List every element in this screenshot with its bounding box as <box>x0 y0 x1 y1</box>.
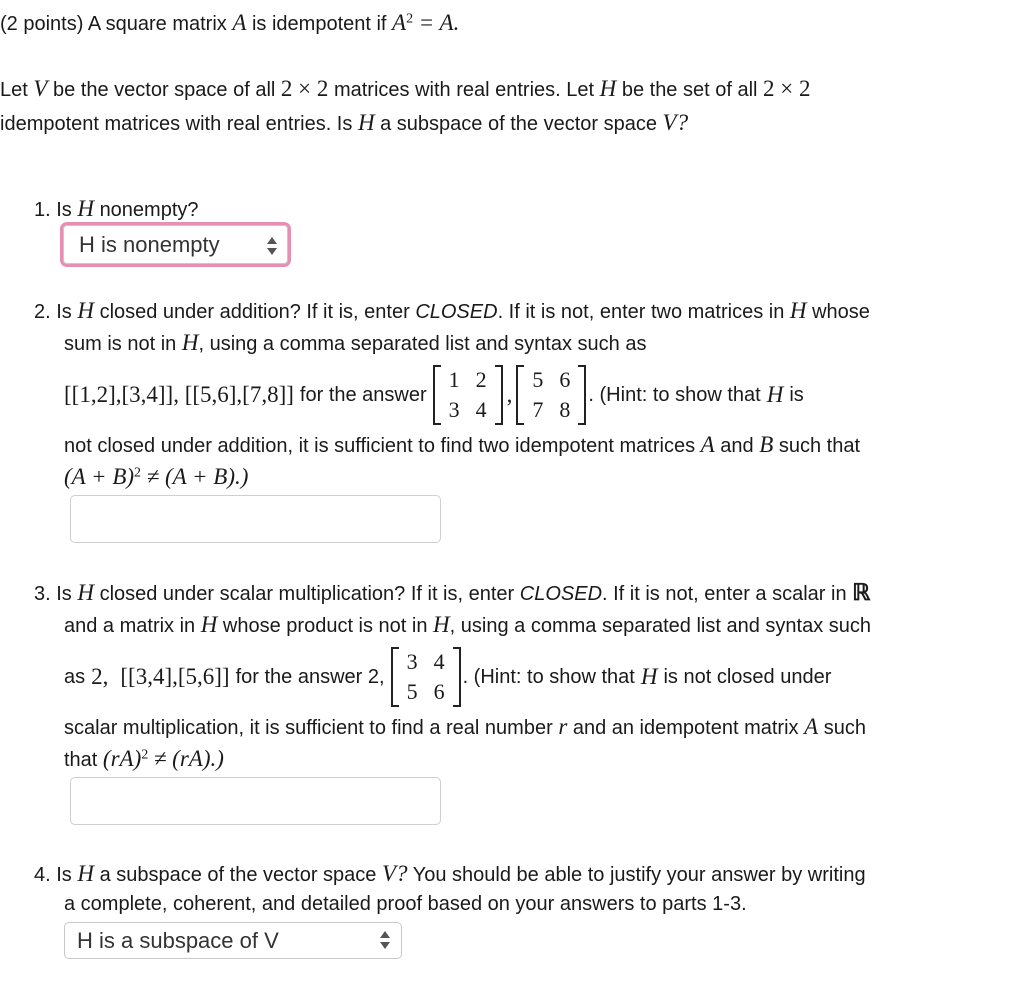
q2-line-5: $(A + B)^2 \ne (A + B)$.) <box>64 464 249 489</box>
intro-line-1: Let V be the vector space of all 2 × 2 matrices with real entries. Let H be the set of all 2 × 2 <box>0 76 811 101</box>
q4-select-value: H is a subspace of V <box>77 928 279 953</box>
q2-line-2: sum is not in H, using a comma separated list and syntax such as <box>64 330 647 355</box>
q1-text: 1. Is H nonempty? <box>34 196 199 221</box>
q3-line-5: that (rA)$^2$ ≠ (rA).) <box>64 746 224 771</box>
q3-line-3: as 2, [[3,4],[5,6]] for the answer 2, 3 4 5 6 . (Hint: to show that H is not closed under <box>64 642 831 712</box>
q2-answer-input[interactable] <box>70 495 441 543</box>
q1-select[interactable] <box>60 222 291 267</box>
q4-line-1: 4. Is H a subspace of the vector space V? You should be able to justify your answer by writing <box>34 861 866 886</box>
q2-line-1: 2. Is H closed under addition? If it is, enter CLOSED. If it is not, enter two matrices in H whose <box>34 298 870 323</box>
select-arrows-icon <box>379 930 391 950</box>
q2-matrix-2: 5 6 7 8 <box>516 365 586 425</box>
q4-select[interactable] <box>64 922 402 959</box>
q2-line-4: not closed under addition, it is sufficient to find two idempotent matrices A and B such that <box>64 432 861 457</box>
q3-line-2: and a matrix in H whose product is not in H, using a comma separated list and syntax such <box>64 612 871 637</box>
q2-line-3: [[1,2],[3,4]], [[5,6],[7,8]] for the answer 1 2 3 4 , 5 6 7 8 . (Hint: to show that H is <box>64 360 804 430</box>
problem-header: (2 points) A square matrix A is idempotent if $A^2 = A$. <box>0 10 460 35</box>
q2-matrix-1: 1 2 3 4 <box>433 365 503 425</box>
q3-line-1: 3. Is H closed under scalar multiplication? If it is, enter CLOSED. If it is not, enter a scalar in ℝ <box>34 580 871 605</box>
q3-line-4: scalar multiplication, it is sufficient to find a real number r and an idempotent matrix A such <box>64 714 866 739</box>
intro-line-2: idempotent matrices with real entries. Is H a subspace of the vector space V? <box>0 110 689 135</box>
q3-answer-input[interactable] <box>70 777 441 825</box>
q4-line-2: a complete, coherent, and detailed proof based on your answers to parts 1-3. <box>64 893 747 915</box>
q3-matrix: 3 4 5 6 <box>391 647 461 707</box>
q1-select-value: H is nonempty <box>79 232 220 257</box>
select-arrows-icon <box>266 236 278 256</box>
